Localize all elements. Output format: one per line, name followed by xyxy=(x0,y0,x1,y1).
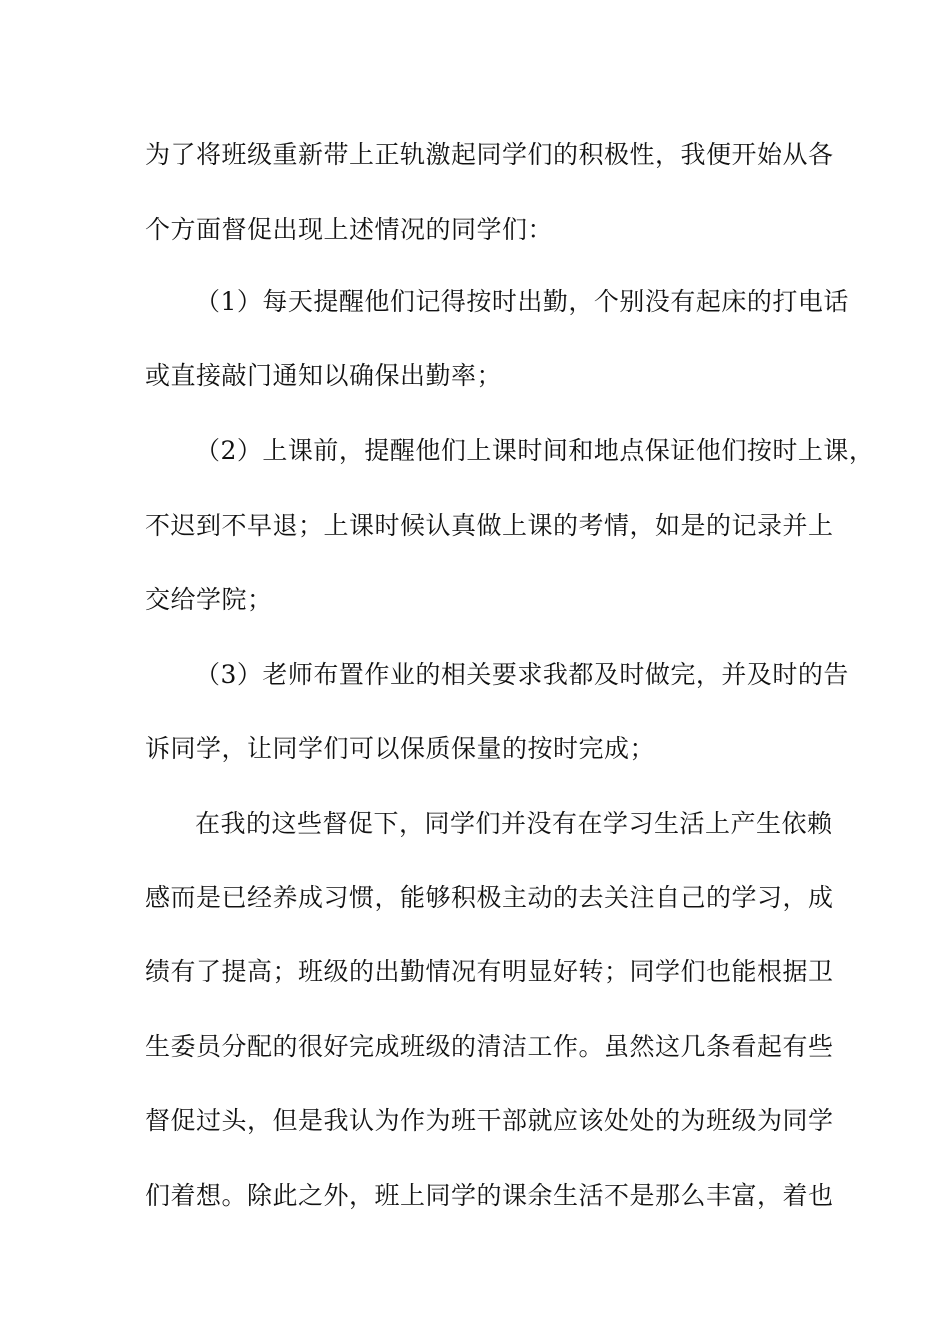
text-line: （2）上课前，提醒他们上课时间和地点保证他们按时上课， xyxy=(195,436,875,465)
text-line: 督促过头，但是我认为作为班干部就应该处处的为班级为同学 xyxy=(145,1106,834,1135)
text-line: 感而是已经养成习惯，能够积极主动的去关注自己的学习，成 xyxy=(145,883,834,912)
text-line: 生委员分配的很好完成班级的清洁工作。虽然这几条看起有些 xyxy=(145,1032,834,1061)
text-line: 绩有了提高；班级的出勤情况有明显好转；同学们也能根据卫 xyxy=(145,957,834,986)
text-line: 在我的这些督促下，同学们并没有在学习生活上产生依赖 xyxy=(195,809,833,838)
text-line: 诉同学，让同学们可以保质保量的按时完成； xyxy=(145,734,656,763)
text-line: 为了将班级重新带上正轨激起同学们的积极性，我便开始从各 xyxy=(145,140,834,169)
text-line: 们着想。除此之外，班上同学的课余生活不是那么丰富，着也 xyxy=(145,1181,834,1210)
text-line: 交给学院； xyxy=(145,585,273,614)
text-line: 不迟到不早退；上课时候认真做上课的考情，如是的记录并上 xyxy=(145,511,834,540)
text-line: 或直接敲门通知以确保出勤率； xyxy=(145,361,503,390)
text-line: （1）每天提醒他们记得按时出勤，个别没有起床的打电话 xyxy=(195,287,849,316)
text-line: （3）老师布置作业的相关要求我都及时做完，并及时的告 xyxy=(195,660,849,689)
text-line: 个方面督促出现上述情况的同学们： xyxy=(145,215,554,244)
